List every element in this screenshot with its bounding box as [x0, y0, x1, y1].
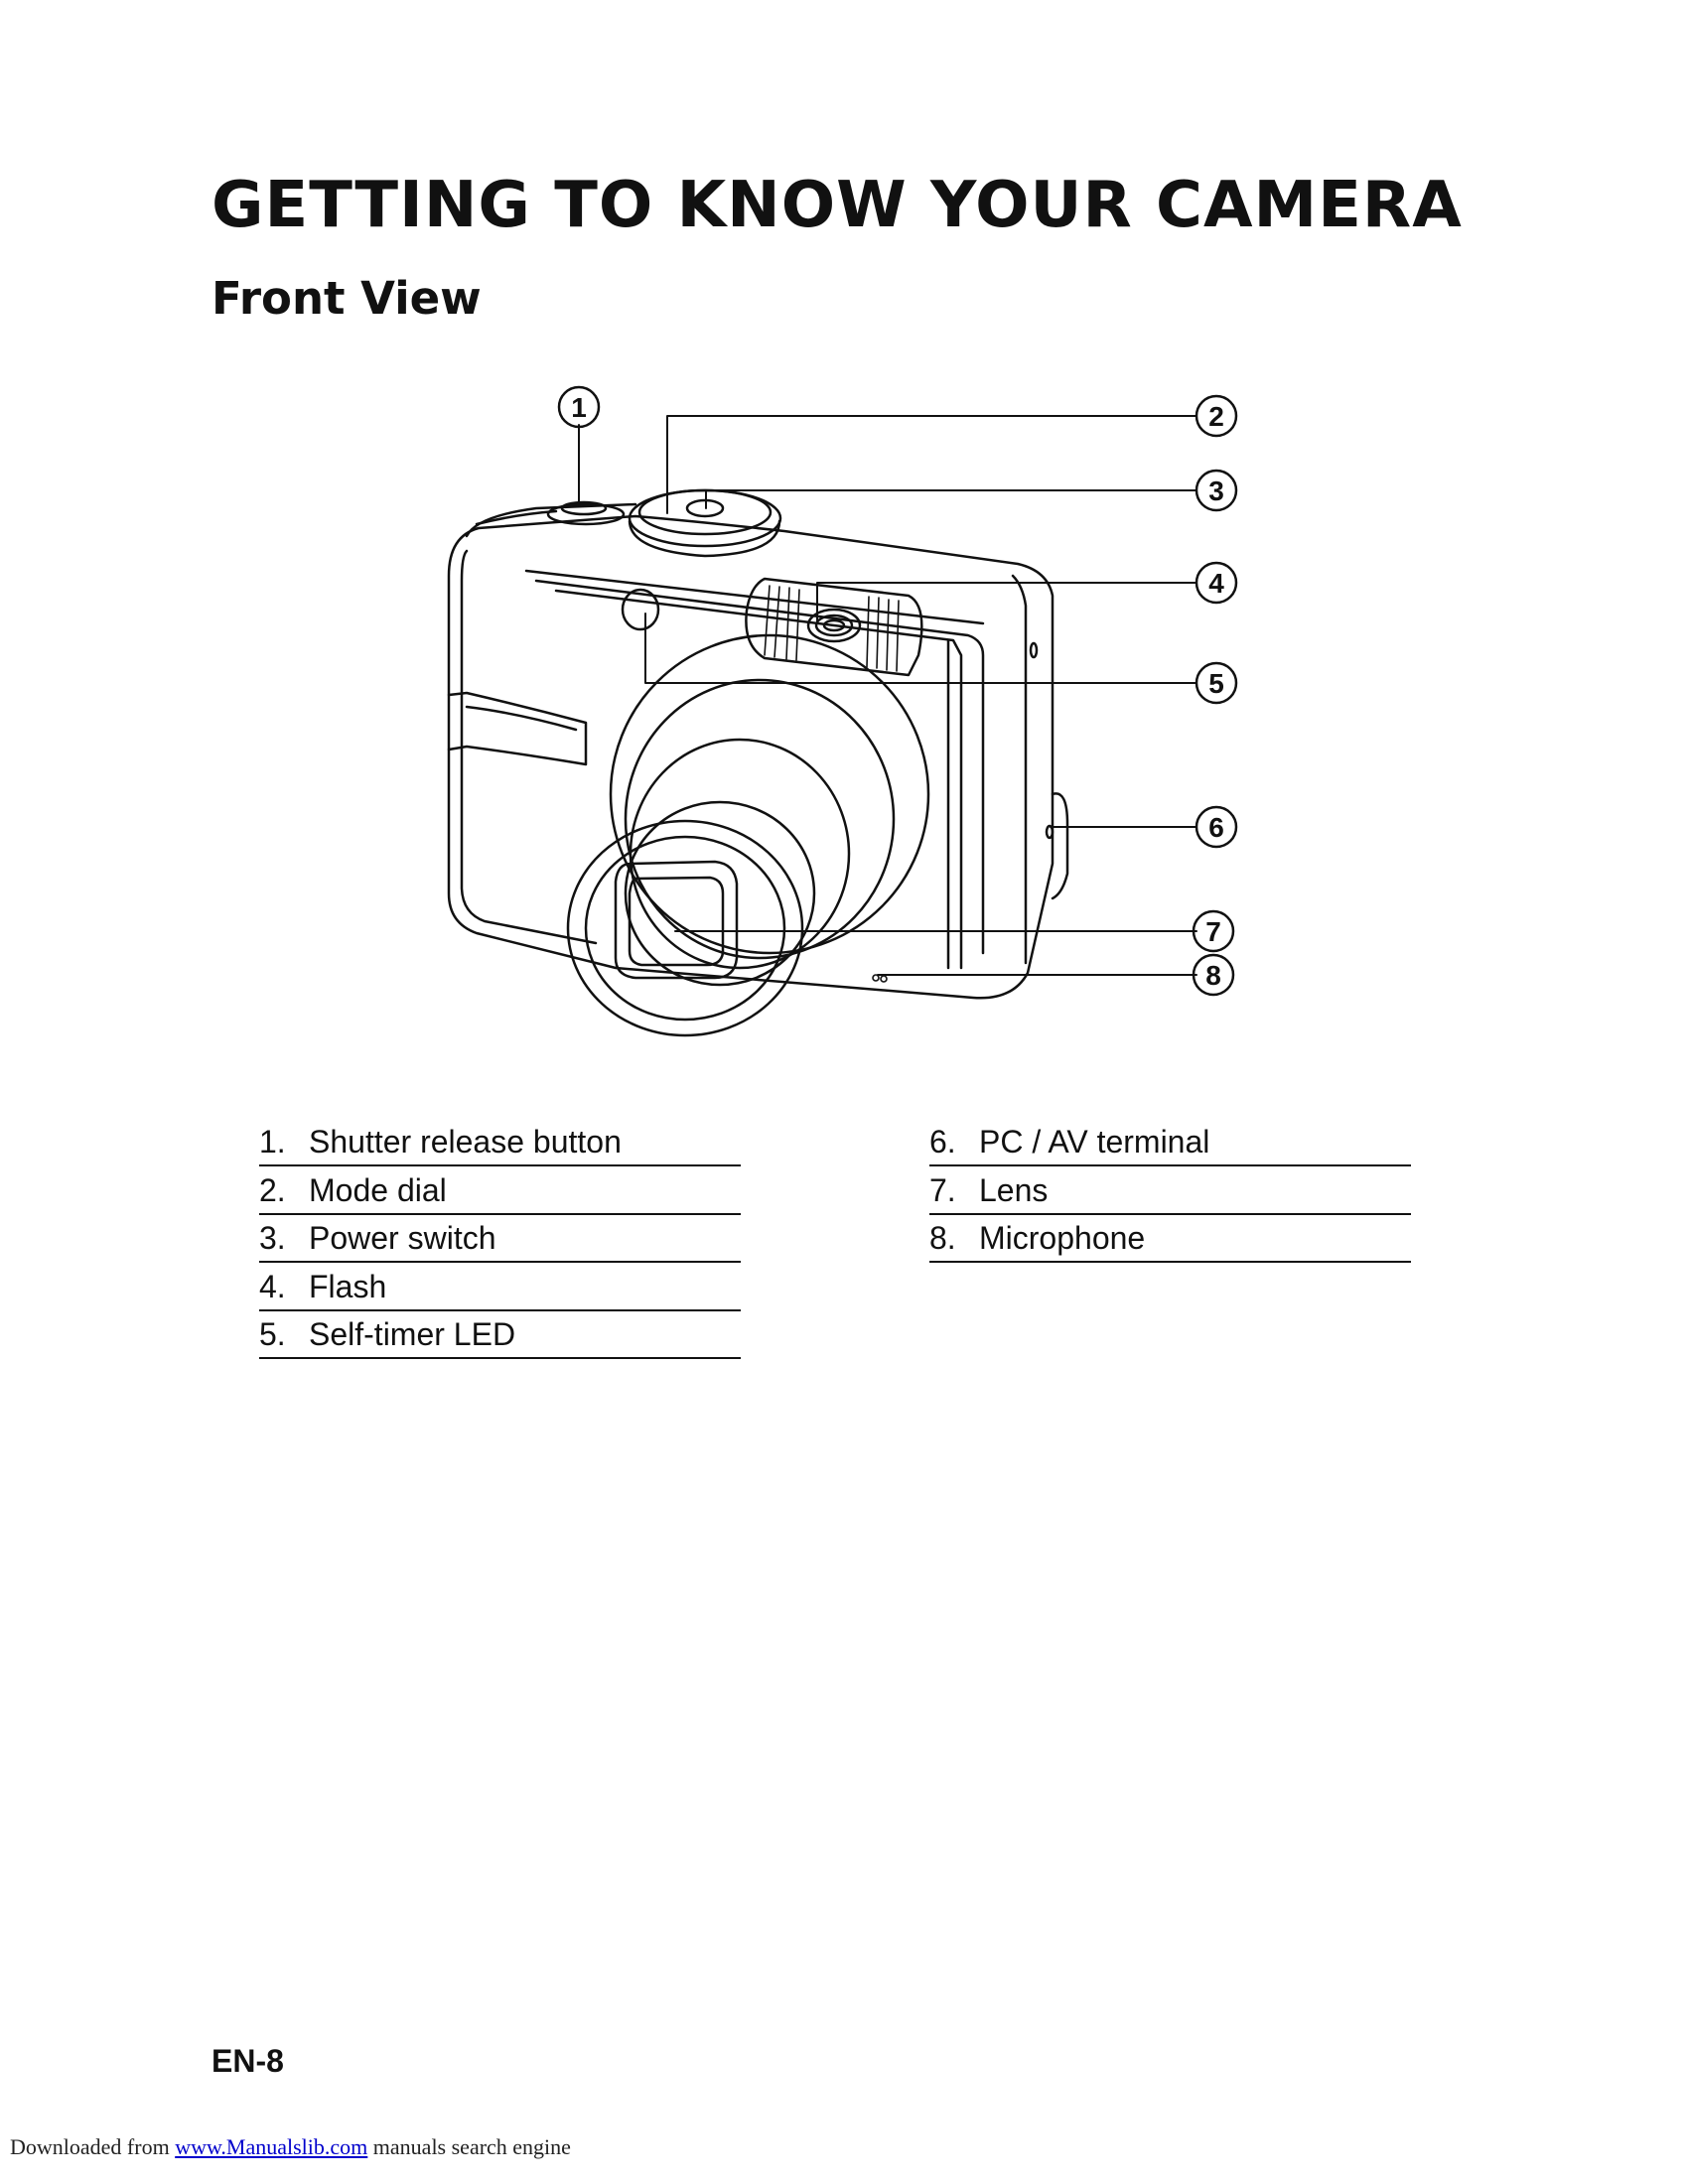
- legend-label: Power switch: [309, 1220, 496, 1256]
- callout-7-label: 7: [1205, 916, 1221, 947]
- legend-number: 2.: [259, 1171, 286, 1208]
- section-title: Front View: [211, 272, 482, 325]
- camera-body: [449, 504, 1053, 998]
- legend-number: 8.: [929, 1220, 956, 1256]
- callout-4-label: 4: [1208, 568, 1224, 599]
- download-suffix: manuals search engine: [372, 2134, 571, 2159]
- legend-item: [259, 1265, 741, 1311]
- legend-list-left: [259, 1120, 741, 1361]
- callout-2-label: 2: [1208, 401, 1224, 432]
- legend-label: Self-timer LED: [309, 1316, 516, 1352]
- terminal-door-drawing: [1053, 793, 1067, 898]
- legend-number: 6.: [929, 1124, 956, 1160]
- manualslib-link[interactable]: www.Manualslib.com: [175, 2134, 368, 2159]
- legend-list-right: [929, 1120, 1411, 1265]
- legend-label: Shutter release button: [309, 1124, 622, 1160]
- legend-item: [259, 1216, 741, 1263]
- legend-number: 4.: [259, 1268, 286, 1304]
- download-footer: [10, 2134, 571, 2160]
- strap-eyelet-drawing: [1031, 643, 1037, 657]
- page-number: EN-8: [211, 2043, 284, 2079]
- legend-label: Flash: [309, 1268, 387, 1304]
- legend-number: 5.: [259, 1316, 286, 1352]
- legend-label: PC / AV terminal: [979, 1124, 1210, 1160]
- legend-number: 1.: [259, 1124, 286, 1160]
- callout-circles: [559, 387, 1236, 995]
- legend-label: Lens: [979, 1171, 1049, 1208]
- legend-item: [259, 1120, 741, 1166]
- legend-item: [929, 1168, 1411, 1215]
- self-timer-led-drawing: [623, 590, 658, 629]
- legend-item: [259, 1312, 741, 1359]
- legend-number: 7.: [929, 1171, 956, 1208]
- callout-3-label: 3: [1208, 476, 1224, 506]
- page-title: GETTING TO KNOW YOUR CAMERA: [211, 169, 1463, 242]
- legend-item: [929, 1120, 1411, 1166]
- legend-number: 3.: [259, 1220, 286, 1256]
- legend-label: Microphone: [979, 1220, 1146, 1256]
- download-prefix: Downloaded from: [10, 2134, 170, 2159]
- camera-front-view-diagram: [0, 0, 1688, 1052]
- callout-5-label: 5: [1208, 668, 1224, 699]
- callout-1-label: 1: [571, 392, 587, 423]
- leader-lines: [579, 416, 1196, 975]
- callout-6-label: 6: [1208, 812, 1224, 843]
- legend-label: Mode dial: [309, 1171, 447, 1208]
- legend-item: [929, 1216, 1411, 1263]
- microphone-drawing: [873, 975, 887, 982]
- callout-8-label: 8: [1205, 960, 1221, 991]
- legend-item: [259, 1168, 741, 1215]
